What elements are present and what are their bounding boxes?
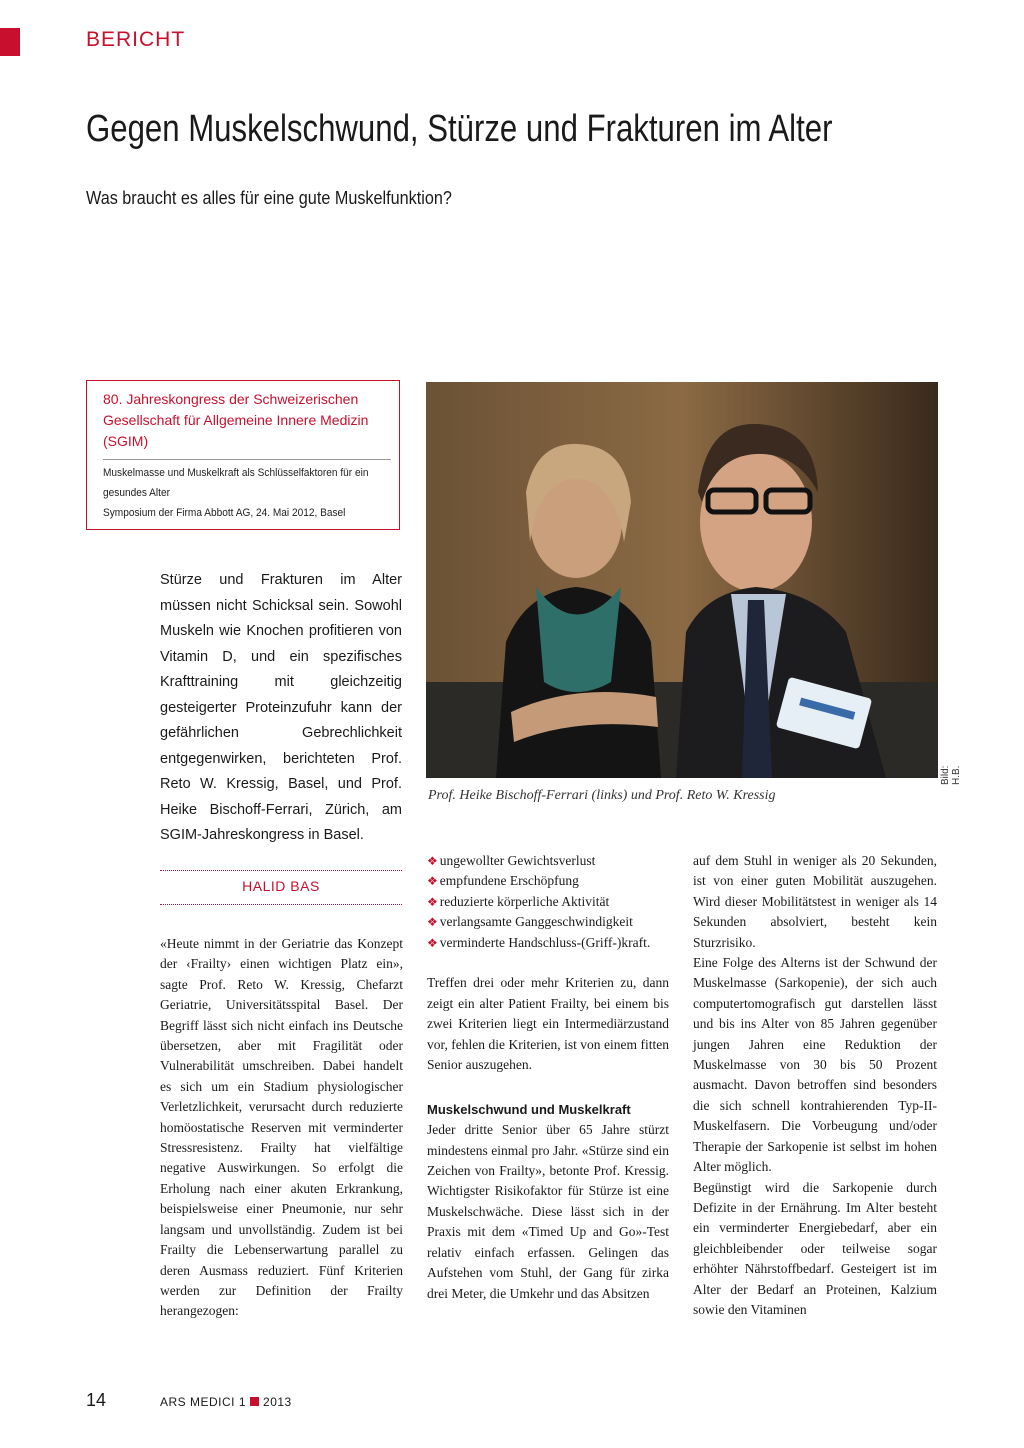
diamond-bullet-icon: ❖ — [427, 894, 438, 909]
list-item: ❖ reduzierte körperliche Aktivität — [427, 893, 610, 909]
author-name: HALID BAS — [242, 878, 320, 894]
body-paragraph: auf dem Stuhl in weniger als 20 Sekunden, ist von einer guten Mobilität auszugehen. Wird dieser Mobilitätstest in weniger als 14 Sekunden absolviert, besteht kein Sturzrisiko. — [693, 853, 937, 950]
journal-year: 2013 — [263, 1395, 292, 1409]
section-marker — [0, 28, 20, 56]
congress-divider — [103, 459, 391, 460]
section-subheading: Muskelschwund und Muskelkraft — [427, 1101, 631, 1117]
body-paragraph: Begünstigt wird die Sarkopenie durch Defizite in der Ernährung. Im Alter besteht ein verminderter Energiebedarf, aber ein gleichbleibender oder teilweise sogar erhöhter Nährstoffbedarf. Gesteigert ist im Alter der Bedarf an Proteinen, Kalzium sowie den Vitaminen — [693, 1179, 937, 1317]
article-headline: Gegen Muskelschwund, Stürze und Frakturen im Alter — [86, 108, 833, 150]
list-item: ❖ verlangsamte Ganggeschwindigkeit — [427, 914, 633, 930]
congress-topic: Muskelmasse und Muskelkraft als Schlüsselfaktoren für ein gesundes Alter — [103, 467, 369, 499]
body-paragraph: Treffen drei oder mehr Kriterien zu, dann zeigt ein alter Patient Frailty, bei einem bis zwei Kriterien liegt ein Intermediärzustand vor, fehlen die Kriterien, ist von einem fitten Senior auszugehen. — [427, 975, 669, 1073]
page-number: 14 — [86, 1390, 107, 1410]
article-lead: Stürze und Frakturen im Alter müssen nicht Schicksal sein. Sowohl Muskeln wie Knochen profitieren von Vitamin D, und ein spezifisches Krafttraining mit gleichzeitig gesteigerter Proteinzufuhr kann der gefährlichen Gebrechlichkeit entgegenwirken, berichteten Prof. Reto W. Kressig, Basel, und Prof. Heike Bischoff-Ferrari, Zürich, am SGIM-Jahreskongress in Basel. — [160, 572, 402, 843]
photo-illustration — [426, 382, 938, 778]
journal-name: ARS MEDICI 1 — [160, 1395, 247, 1409]
list-item: ❖ empfundene Erschöpfung — [427, 873, 579, 889]
frailty-criteria-list — [427, 851, 669, 953]
journal-footer — [160, 1395, 292, 1409]
body-paragraph: Eine Folge des Alterns ist der Schwund der Muskelmasse (Sarkopenie), der sich auch computertomografisch gut darstellen lässt und bis ins Alter von 85 Jahren gegenüber jungen Jahren eine Reduktion der Muskelmasse von 30 bis 50 Prozent ausmacht. Davon betroffen sind besonders die sich schnell kontrahierenden Typ-II-Muskelfasern. Die Vorbeugung und/oder Therapie der Sarkopenie ist selbst im hohen Alter möglich. — [693, 955, 937, 1175]
article-subheadline: Was braucht es alles für eine gute Muskelfunktion? — [86, 188, 452, 208]
section-label: BERICHT — [86, 28, 186, 51]
body-column-2 — [427, 851, 669, 1304]
congress-title: 80. Jahreskongress der Schweizerischen Gesellschaft für Allgemeine Innere Medizin (SGIM) — [103, 391, 369, 449]
author-divider-bottom — [160, 904, 402, 905]
diamond-bullet-icon: ❖ — [427, 854, 438, 868]
diamond-bullet-icon: ❖ — [427, 935, 438, 950]
article-photo — [426, 382, 938, 778]
body-column-3 — [693, 851, 937, 1320]
body-column-1 — [160, 934, 403, 1322]
list-item: ❖ verminderte Handschluss-(Griff-)kraft. — [427, 934, 651, 950]
body-paragraph: «Heute nimmt in der Geriatrie das Konzept der ‹Frailty› einen wichtigen Platz ein», sagte Prof. Reto W. Kressig, Chefarzt Geriatrie, Universitätsspital Basel. Der Begriff lässt sich nicht einfach ins Deutsche übersetzen, aber mit Fragilität oder Vulnerabilität umschreiben. Dabei handelt es sich um ein Stadium physiologischer Verletzlichkeit, verursacht durch reduzierte homöostatische Reserven mit verminderter Stressresistenz. Frailty hat vielfältige negative Auswirkungen. So erfolgt die Erholung nach einer akuten Erkrankung, beispielsweise einer Pneumonie, nur sehr langsam und unvollständig. Zudem ist bei Frailty die Lebenserwartung parallel zu deren Ausmass reduziert. Fünf Kriterien werden zur Definition der Frailty herangezogen: — [160, 936, 403, 1319]
list-item: ❖ ungewollter Gewichtsverlust — [427, 853, 596, 868]
square-separator-icon — [250, 1397, 259, 1406]
author-divider-top — [160, 870, 402, 871]
congress-info-box — [86, 380, 400, 530]
diamond-bullet-icon: ❖ — [427, 915, 438, 930]
photo-caption: Prof. Heike Bischoff-Ferrari (links) und Prof. Reto W. Kressig — [428, 788, 776, 803]
photo-credit: Bild: H.B. — [940, 765, 962, 785]
body-paragraph: Jeder dritte Senior über 65 Jahre stürzt mindestens einmal pro Jahr. «Stürze sind ein Zeichen von Frailty», betonte Prof. Kressig. Wichtigster Risikofaktor für Stürze ist eine Muskelschwäche. Diese lässt sich in der Praxis mit dem «Timed Up and Go»-Test relativ einfach erfassen. Gelingen das Aufstehen vom Stuhl, der Gang für zirka drei Meter, die Umkehr und das Absitzen — [427, 1122, 669, 1301]
congress-details — [103, 463, 370, 523]
diamond-bullet-icon: ❖ — [427, 874, 438, 889]
congress-event: Symposium der Firma Abbott AG, 24. Mai 2012, Basel — [103, 507, 346, 519]
